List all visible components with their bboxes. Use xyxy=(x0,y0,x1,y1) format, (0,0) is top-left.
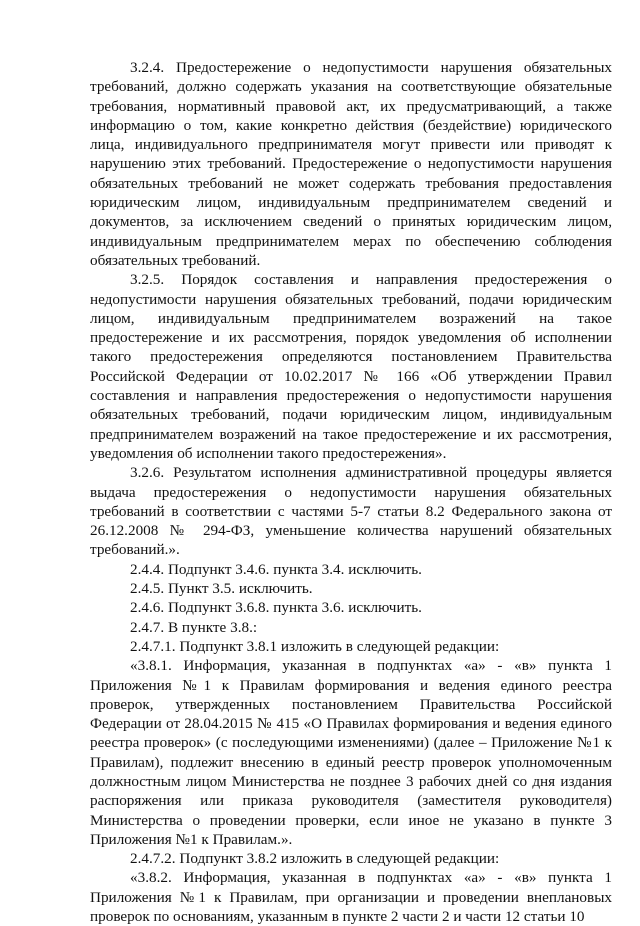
paragraph-2-4-6: 2.4.6. Подпункт 3.6.8. пункта 3.6. исключить. xyxy=(130,599,422,617)
paragraph-2-4-7-1: 2.4.7.1. Подпункт 3.8.1 изложить в следующей редакции: xyxy=(130,637,500,655)
paragraph-3-2-6: 3.2.6. Результатом исполнения административной процедуры является выдача предостережения о недопустимости нарушения обязательных требований в соответствии с частями 5-7 статьи 8.2 Федерального закона от 26.12.2008 № 294-ФЗ, уменьшение количества нарушений обязательных требований.». xyxy=(90,464,612,559)
paragraph-2-4-7: 2.4.7. В пункте 3.8.: xyxy=(130,618,258,636)
paragraph-3-8-2: «3.8.2. Информация, указанная в подпунктах «а» - «в» пункта 1 Приложения №1 к Правилам, при организации и проведении внеплановых проверок по основаниям, указанным в пункте 2 части 2 и части 12 статьи 10 xyxy=(90,869,612,926)
paragraph-2-4-4: 2.4.4. Подпункт 3.4.6. пункта 3.4. исключить. xyxy=(130,560,422,578)
paragraph-2-4-5: 2.4.5. Пункт 3.5. исключить. xyxy=(130,580,313,598)
paragraph-3-8-1: «3.8.1. Информация, указанная в подпунктах «а» - «в» пункта 1 Приложения №1 к Правилам формирования и ведения единого реестра проверок, утвержденных постановлением Правительства Российской Федерации от 28.04.2015 № 415 «О Правилах формирования и ведения единого реестра проверок» (с последующими изменениями) (далее – Приложение №1 к Правилам), подлежит внесению в единый реестр проверок уполномоченным должностным лицом Министерства не позднее 3 рабочих дней со дня издания распоряжения или приказа руководителя (заместителя руководителя) Министерства о проведении проверки, если иное не указано в пункте 3 Приложения №1 к Правилам.». xyxy=(90,657,612,848)
paragraph-3-2-4: 3.2.4. Предостережение о недопустимости нарушения обязательных требований, должно содержать указания на соответствующие обязательные требования, нормативный правовой акт, их предусматривающий, а также информацию о том, какие конкретно действия (бездействие) юридического лица, индивидуального предпринимателя могут привести или приводят к нарушению этих требований. Предостережение о недопустимости нарушения обязательных требований не может содержать требования предоставления юридическим лицом, индивидуальным предпринимателем сведений и документов, за исключением сведений о принятых юридическим лицом, индивидуальным предпринимателем мерах по обеспечению соблюдения обязательных требований. xyxy=(90,59,612,269)
paragraph-3-2-5: 3.2.5. Порядок составления и направления предостережения о недопустимости нарушения обязательных требований, подачи юридическим лицом, индивидуальным предпринимателем возражений на такое предостережение и их рассмотрения, порядок уведомления об исполнении такого предостережения определяются постановлением Правительства Российской Федерации от 10.02.2017 № 166 «Об утверждении Правил составления и направления предостережения о недопустимости нарушения обязательных требований, подачи юридическим лицом, индивидуальным предпринимателем возражений на такое предостережение и их рассмотрения, уведомления об исполнении такого предостережения». xyxy=(90,271,612,462)
paragraph-2-4-7-2: 2.4.7.2. Подпункт 3.8.2 изложить в следующей редакции: xyxy=(130,850,500,868)
document-page xyxy=(90,58,612,926)
